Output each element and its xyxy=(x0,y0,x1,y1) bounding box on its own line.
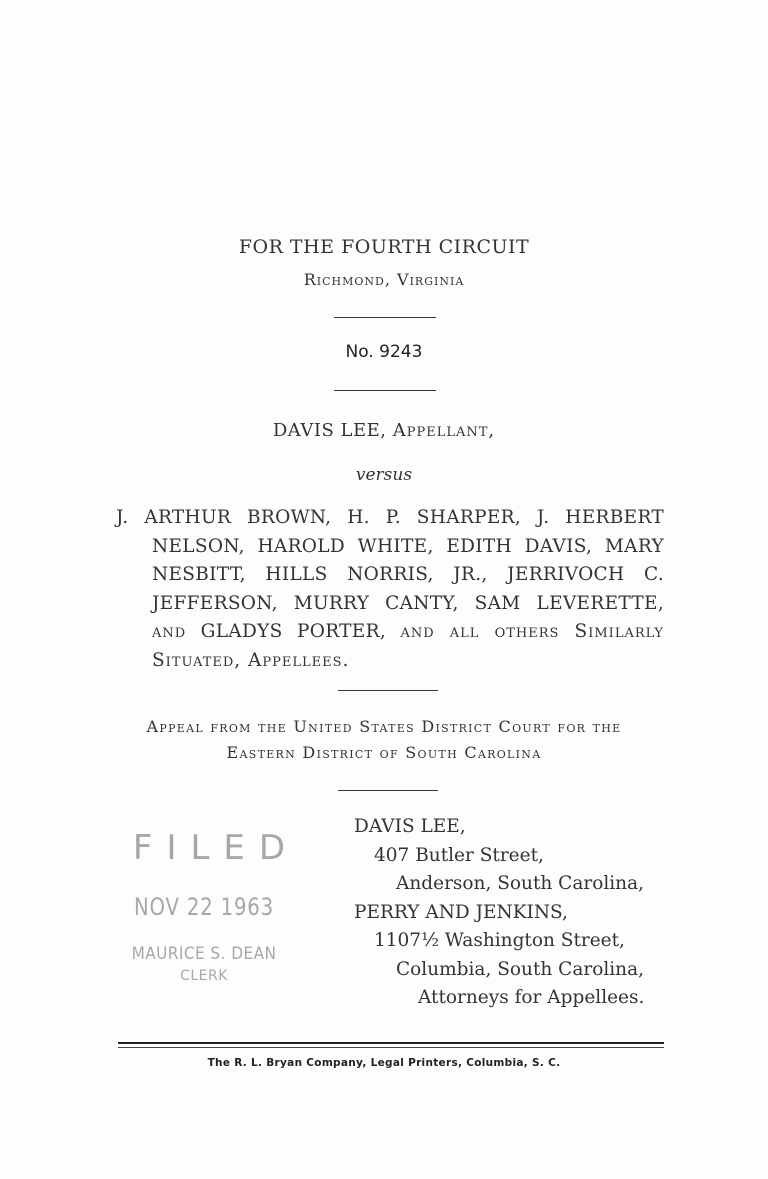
appellant-name: DAVIS LEE, xyxy=(272,420,387,441)
attorney-2-street: 1107½ Washington Street, xyxy=(374,930,625,951)
court-name: FOR THE FOURTH CIRCUIT xyxy=(238,236,530,258)
clerk-title: CLERK xyxy=(180,968,228,984)
attorney-1-city: Anderson, South Carolina, xyxy=(396,873,644,894)
divider-3 xyxy=(338,690,438,691)
appeal-statement xyxy=(0,714,768,766)
footer-rule-thin xyxy=(118,1047,664,1048)
attorney-2-name: PERRY AND JENKINS, xyxy=(354,901,568,923)
appellees-names-2: GLADYS PORTER, xyxy=(200,621,386,642)
case-number: No. 9243 xyxy=(345,342,423,362)
printer-credit: The R. L. Bryan Company, Legal Printers, Columbia, S. C. xyxy=(207,1057,561,1069)
divider-4 xyxy=(338,790,438,791)
footer-rule-thick xyxy=(118,1042,664,1044)
clerk-name: MAURICE S. DEAN xyxy=(131,944,277,964)
filed-stamp: FILED xyxy=(132,828,300,868)
appellees-and: and xyxy=(152,621,187,642)
appeal-line-2: Eastern District of South Carolina xyxy=(226,743,542,762)
appeal-line-1: Appeal from the United States District Court for the xyxy=(146,717,622,736)
appellant-role: Appellant, xyxy=(392,420,496,441)
attorney-2-city: Columbia, South Carolina, xyxy=(396,958,644,980)
attorney-1-street: 407 Butler Street, xyxy=(374,844,544,866)
versus: versus xyxy=(355,465,413,485)
divider-2 xyxy=(334,390,436,391)
attorneys-role: Attorneys for Appellees. xyxy=(418,987,645,1008)
appellant-line xyxy=(0,420,768,441)
attorney-1-name: DAVIS LEE, xyxy=(354,816,466,837)
appellees-names-1: J. ARTHUR BROWN, H. P. SHARPER, J. HERBERT NELSON, HAROLD WHITE, EDITH DAVIS, MARY NESBITT, HILLS NORRIS, JR., JERRIVOCH C. JEFFERSON, MURRY CANTY, SAM LEVERETTE, xyxy=(116,507,664,614)
divider-1 xyxy=(334,317,436,318)
attorneys-block xyxy=(354,813,644,1013)
appellees-block xyxy=(116,504,664,675)
appellees-tail: and all others Similarly Situated, Appellees. xyxy=(152,621,665,671)
filed-date: NOV 22 1963 xyxy=(134,893,274,921)
court-location: Richmond, Virginia xyxy=(303,270,465,289)
